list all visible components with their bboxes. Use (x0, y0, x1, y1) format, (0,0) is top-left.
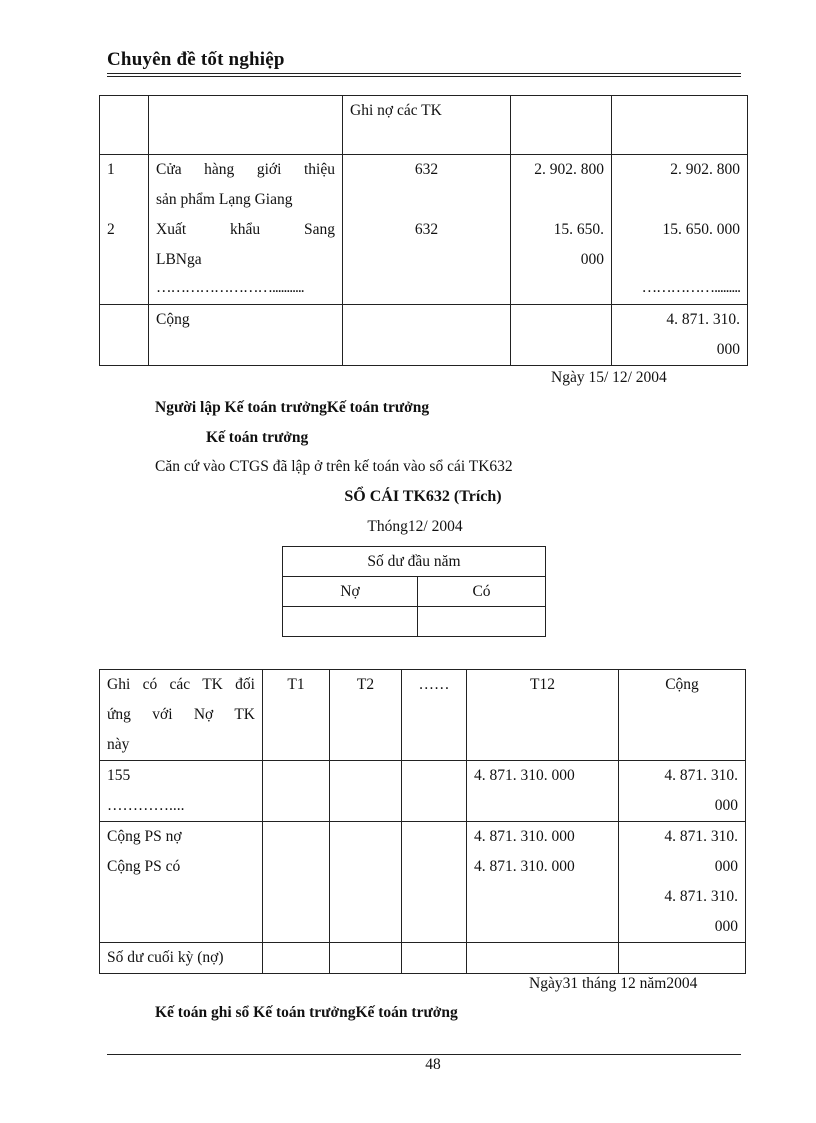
table-cell (402, 943, 467, 974)
column-header-line: Ghi có các TK đối (107, 676, 255, 693)
date-line: Ngày31 tháng 12 năm2004 (529, 975, 698, 992)
amount: 4. 871. 310. 000 (467, 761, 619, 822)
table-row (283, 577, 546, 607)
table-cell (283, 607, 418, 637)
month-header: T2 (330, 670, 402, 761)
item-name: Cửa hàng giới thiệu (156, 161, 335, 178)
table-cell (100, 96, 149, 155)
signature-line: Kế toán trưởng (206, 429, 309, 446)
table-cell (612, 96, 748, 155)
ledger-table (99, 669, 746, 974)
table-cell (343, 305, 511, 366)
grand-total: 4. 871. 310. (666, 311, 740, 328)
table-cell (511, 305, 612, 366)
amount: 4. 871. 310. 000 (474, 858, 575, 875)
amount: 4. 871. 310. 000 (474, 828, 575, 845)
table-cell (330, 761, 402, 822)
table-row (100, 96, 748, 155)
table-cell (100, 822, 263, 943)
amount-cont: 000 (580, 251, 604, 268)
debit-total-label: Cộng PS nợ (107, 828, 182, 845)
table-cell (418, 607, 546, 637)
debit-header: Nợ (283, 577, 418, 607)
table-row (100, 761, 746, 822)
table-cell (263, 761, 330, 822)
ledger-title: SỔ CÁI TK632 (Trích) (344, 488, 502, 505)
amount-total: 15. 650. 000 (662, 221, 740, 238)
table-cell (402, 761, 467, 822)
amount-total: 000 (714, 858, 738, 875)
row-number: 1 (107, 161, 115, 178)
table-cell (263, 822, 330, 943)
opening-balance-title: Số dư đầu năm (283, 547, 546, 577)
amount-total: 2. 902. 800 (670, 161, 740, 178)
signature-line: Kế toán ghi sổ Kế toán trưởngKế toán trưởng (155, 1004, 458, 1021)
intro-paragraph: Căn cứ vào CTGS đã lập ở trên kế toán vào sổ cái TK632 (155, 458, 513, 475)
table-cell (402, 822, 467, 943)
table-cell (100, 761, 263, 822)
table-cell (612, 305, 748, 366)
date-line: Ngày 15/ 12/ 2004 (551, 369, 667, 386)
table-cell (467, 943, 619, 974)
table-row (100, 155, 748, 305)
opening-balance-table (282, 546, 546, 637)
closing-balance-label: Số dư cuối kỳ (nợ) (100, 943, 263, 974)
table-cell (100, 305, 149, 366)
item-name: Xuất khẩu Sang (156, 221, 335, 238)
table-cell (330, 822, 402, 943)
table-cell (612, 155, 748, 305)
total-header: Cộng (619, 670, 746, 761)
table-row (100, 670, 746, 761)
amount: 2. 902. 800 (534, 161, 604, 178)
dots-placeholder: ………….... (107, 797, 185, 814)
page-header-title: Chuyên đề tốt nghiệp (107, 49, 285, 70)
header-rule-double (107, 76, 741, 77)
table-cell (467, 822, 619, 943)
table-cell (149, 155, 343, 305)
account-code: 632 (414, 161, 439, 178)
signature-line: Người lập Kế toán trưởngKế toán trưởng (155, 399, 430, 416)
credit-total-label: Cộng PS có (107, 858, 181, 875)
table-cell (330, 943, 402, 974)
table-cell (511, 96, 612, 155)
table-cell (619, 761, 746, 822)
amount-total: 4. 871. 310. (664, 767, 738, 784)
account-code: 632 (414, 221, 439, 238)
dots-placeholder: ……………......... (641, 279, 740, 296)
amount-total-cont: 000 (714, 797, 738, 814)
amount: 15. 650. (553, 221, 604, 238)
table-cell (100, 155, 149, 305)
month-header: T1 (263, 670, 330, 761)
column-header (100, 670, 263, 761)
table-cell (343, 155, 511, 305)
grand-total-cont: 000 (716, 341, 740, 358)
month-header: …… (402, 670, 467, 761)
ledger-month: Thóng12/ 2004 (367, 518, 463, 535)
row-number: 2 (107, 221, 115, 238)
table-row (283, 547, 546, 577)
amount-total: 000 (714, 918, 738, 935)
table-cell (263, 943, 330, 974)
total-label: Cộng (149, 305, 343, 366)
item-name-cont: sản phẩm Lạng Giang (156, 191, 293, 208)
table-cell (619, 943, 746, 974)
table-row (100, 822, 746, 943)
page-number: 48 (425, 1056, 441, 1073)
column-header: Ghi nợ các TK (343, 96, 511, 155)
dots-placeholder: ……………………........... (156, 279, 304, 296)
header-rule (107, 73, 741, 74)
table-cell (619, 822, 746, 943)
account-label: 155 (107, 767, 131, 784)
footer-rule (107, 1054, 741, 1055)
month-header: T12 (467, 670, 619, 761)
item-name-cont: LBNga (156, 251, 202, 268)
table-cell (149, 96, 343, 155)
column-header-line: ứng với Nợ TK (107, 706, 255, 723)
table-row (100, 943, 746, 974)
table-row (283, 607, 546, 637)
credit-header: Có (418, 577, 546, 607)
table-cell (511, 155, 612, 305)
column-header-line: này (107, 736, 130, 753)
amount-total: 4. 871. 310. (664, 828, 738, 845)
table-row (100, 305, 748, 366)
voucher-table (99, 95, 748, 366)
amount-total: 4. 871. 310. (664, 888, 738, 905)
